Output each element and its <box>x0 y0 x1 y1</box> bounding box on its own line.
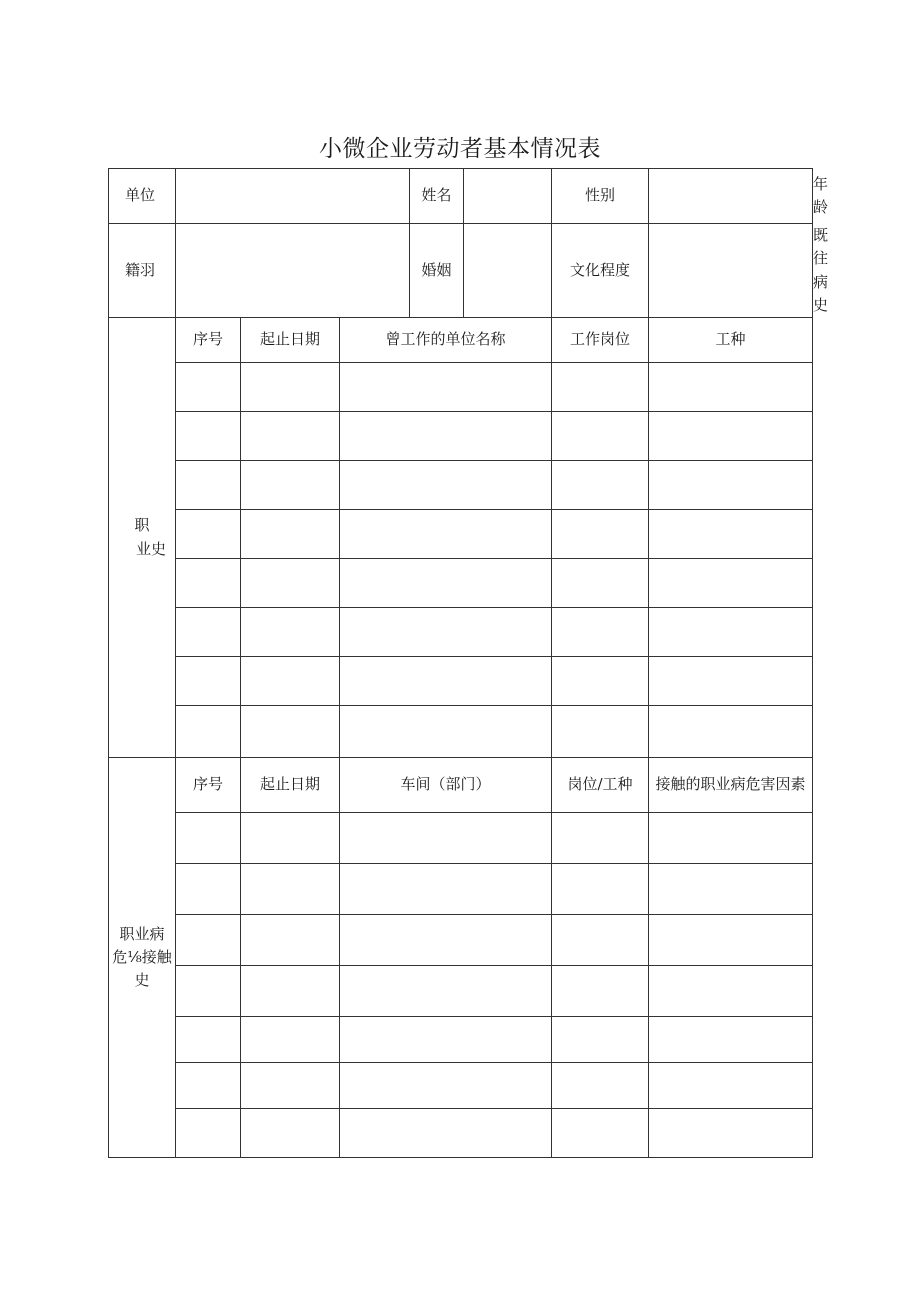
hazard-history-row <box>109 1109 813 1158</box>
native-place-field[interactable] <box>176 224 410 318</box>
job-history-side-line-2: 业史 <box>135 539 166 558</box>
hazard-col-workshop: 车间（部门） <box>340 758 552 813</box>
hazard-history-row <box>109 915 813 966</box>
job-history-row <box>109 559 813 608</box>
unit-field[interactable] <box>176 169 410 224</box>
hazard-history-row <box>109 1017 813 1063</box>
header-row-1: 单位 姓名 性别 年龄 <box>109 169 813 224</box>
job-history-row <box>109 363 813 412</box>
hazard-side-line-2: 危⅛接触 <box>112 947 172 966</box>
hazard-history-header-row <box>109 758 813 813</box>
name-label: 姓名 <box>410 169 464 224</box>
hazard-history-row <box>109 1063 813 1109</box>
education-label: 文化程度 <box>552 224 649 318</box>
job-history-row <box>109 461 813 510</box>
job-col-employer: 曾工作的单位名称 <box>340 318 552 363</box>
hazard-history-row <box>109 813 813 864</box>
education-field[interactable] <box>649 224 813 318</box>
job-history-row <box>109 706 813 758</box>
job-history-row <box>109 412 813 461</box>
hazard-side-line-3: 史 <box>134 971 150 990</box>
gender-field[interactable] <box>649 169 813 224</box>
job-history-side-line-1: 职 <box>134 516 150 535</box>
job-history-row <box>109 657 813 706</box>
native-place-label: 籍羽 <box>109 224 176 318</box>
hazard-history-side-label <box>109 758 176 1158</box>
job-history-header-row <box>109 318 813 363</box>
hazard-col-dates: 起止日期 <box>241 758 340 813</box>
gender-label: 性别 <box>552 169 649 224</box>
job-history-side-label <box>109 318 176 758</box>
hazard-col-factors: 接触的职业病危害因素 <box>649 758 813 813</box>
job-col-index: 序号 <box>176 318 241 363</box>
hazard-history-row <box>109 966 813 1017</box>
job-history-row <box>109 510 813 559</box>
page-title: 小微企业劳动者基本情况表 <box>319 136 601 162</box>
hazard-col-index: 序号 <box>176 758 241 813</box>
job-history-row <box>109 608 813 657</box>
name-field[interactable] <box>464 169 552 224</box>
job-col-work-type: 工种 <box>649 318 813 363</box>
hazard-history-row <box>109 864 813 915</box>
marital-label: 婚姻 <box>410 224 464 318</box>
worker-info-table <box>108 168 829 1158</box>
marital-field[interactable] <box>464 224 552 318</box>
hazard-side-line-1: 职业病 <box>119 924 165 943</box>
unit-label: 单位 <box>109 169 176 224</box>
job-col-position: 工作岗位 <box>552 318 649 363</box>
header-row-2: 籍羽 婚姻 文化程度 既往病史 <box>109 224 813 318</box>
hazard-col-position: 岗位/工种 <box>552 758 649 813</box>
job-col-dates: 起止日期 <box>241 318 340 363</box>
